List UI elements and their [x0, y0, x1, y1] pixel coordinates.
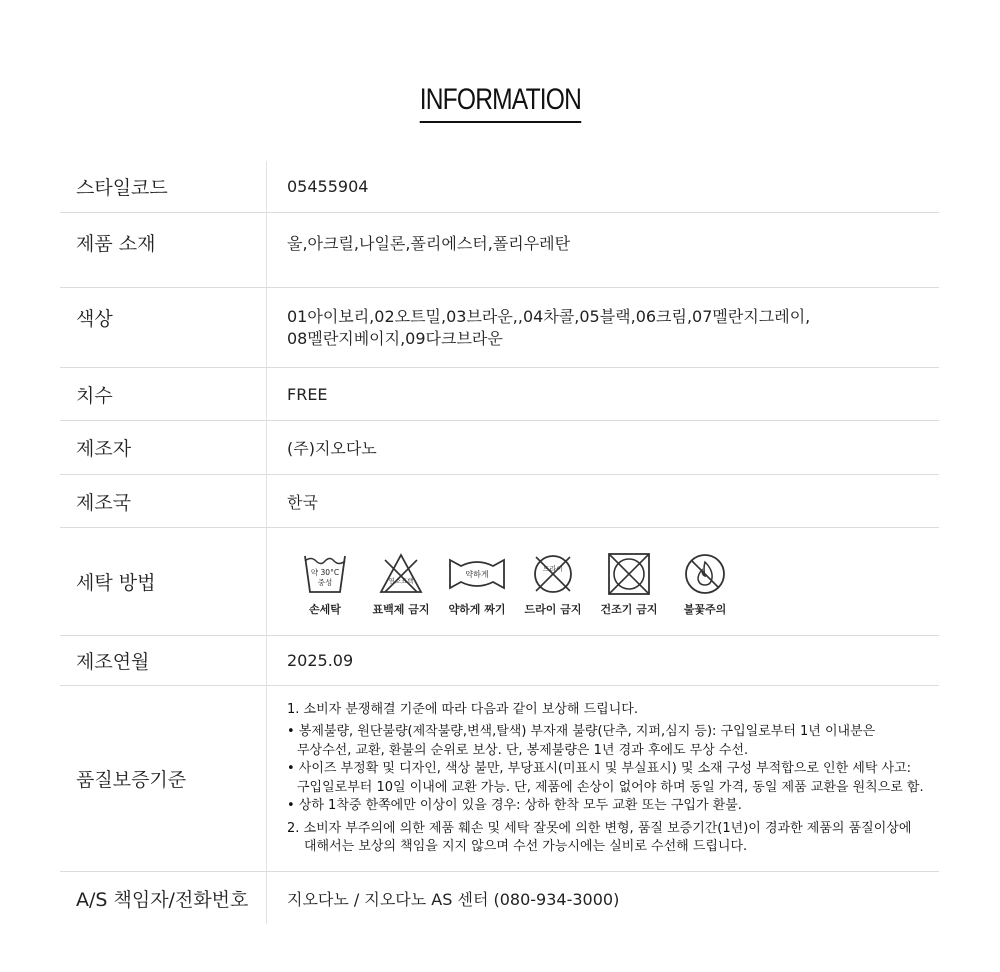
style-code-value: 05455904: [287, 177, 369, 196]
quality-item-1: 1. 소비자 분쟁해결 기준에 따라 다음과 같이 보상해 드립니다.: [287, 701, 638, 717]
title-wrap: [0, 80, 1000, 123]
size-value: FREE: [287, 384, 328, 404]
row-material: [60, 213, 939, 288]
maker-value: (주)지오다노: [287, 439, 377, 458]
row-color: [60, 288, 939, 368]
row-size: [60, 368, 939, 421]
wash-label: 세탁 방법: [60, 528, 267, 635]
as-value: 지오다노 / 지오다노 AS 센터 (080-934-3000): [287, 889, 620, 909]
hand-wash-caption: 손세탁: [309, 603, 341, 616]
quality-item-2a: 2. 소비자 부주의에 의한 제품 훼손 및 세탁 잘못에 의한 변형, 품질 보증기간(1년)이 경과한 제품의 품질이상에: [287, 820, 912, 836]
care-item-no-tumble-dry: [591, 552, 667, 617]
date-value: 2025.09: [287, 651, 354, 670]
gentle-wring-icon: [447, 552, 507, 596]
row-quality: [60, 686, 939, 872]
row-wash: [60, 528, 939, 636]
info-table: [60, 161, 939, 924]
hand-wash-temp: 약 30°C: [310, 568, 340, 577]
quality-value: [267, 686, 939, 871]
material-value: 울,아크릴,나일론,폴리에스터,폴리우레탄: [287, 234, 571, 253]
care-item-no-dry-clean: [515, 552, 591, 617]
quality-bullet-2b: 구입일로부터 10일 이내에 교환 가능. 단, 제품에 손상이 없어야 하며 동일 가격, 동일 제품 교환을 원칙으로 함.: [297, 779, 924, 795]
no-tumble-dry-caption: 건조기 금지: [600, 603, 658, 616]
quality-bullet-1b: 무상수선, 교환, 환불의 순위로 보상. 단, 봉제불량은 1년 경과 후에도 무상 수선.: [297, 742, 749, 758]
maker-label: 제조자: [60, 421, 267, 474]
style-code-label: 스타일코드: [60, 161, 267, 212]
quality-label: 품질보증기준: [60, 686, 267, 871]
hand-wash-neutral: 중성: [317, 578, 333, 587]
no-dry-clean-text: 드라이: [542, 565, 564, 573]
material-label: 제품 소재: [60, 213, 267, 287]
color-value-line2: 08멜란지베이지,09다크브라운: [287, 329, 503, 348]
row-country: [60, 475, 939, 528]
country-value: 한국: [287, 492, 318, 512]
no-bleach-text: 염소표백: [388, 577, 414, 585]
row-maker: [60, 421, 939, 475]
quality-bullet-2a: • 사이즈 부정확 및 디자인, 색상 불만, 부당표시(미표시 및 부실표시) 및 소재 구성 부적합으로 인한 세탁 사고:: [287, 761, 912, 776]
row-date: [60, 636, 939, 686]
care-item-hand-wash: [287, 552, 363, 617]
no-bleach-caption: 표백제 금지: [372, 603, 430, 616]
country-label: 제조국: [60, 475, 267, 527]
care-item-gentle-wring: [439, 552, 515, 617]
quality-bullet-1a: • 봉제불량, 원단불량(제작불량,변색,탈색) 부자재 불량(단추, 지퍼,심지 등): 구입일로부터 1년 이내분은: [287, 724, 876, 739]
wash-value: [267, 528, 939, 635]
row-style-code: [60, 161, 939, 213]
as-label: A/S 책임자/전화번호: [60, 872, 267, 924]
size-label: 치수: [60, 368, 267, 420]
no-dry-clean-icon: [531, 552, 575, 596]
color-value: [267, 288, 939, 367]
page-title: INFORMATION: [419, 80, 580, 123]
quality-item-2b: 대해서는 보상의 책임을 지지 않으며 수선 가능시에는 실비로 수선해 드립니다.: [304, 839, 748, 854]
fire-caution-icon: [683, 552, 727, 596]
care-item-no-bleach: [363, 552, 439, 617]
care-icons: [287, 546, 939, 617]
hand-wash-icon: [303, 552, 347, 596]
color-value-line1: 01아이보리,02오트밀,03브라운,,04차콜,05블랙,06크림,07멜란지그레이,: [287, 307, 811, 326]
no-dry-clean-caption: 드라이 금지: [524, 603, 582, 616]
quality-bullet-3: • 상하 1착중 한쪽에만 이상이 있을 경우: 상하 한착 모두 교환 또는 구입가 환불.: [287, 798, 742, 813]
care-item-fire-caution: [667, 552, 743, 617]
gentle-wring-caption: 약하게 짜기: [448, 603, 506, 616]
fire-caution-caption: 불꽃주의: [683, 603, 727, 616]
no-bleach-icon: [379, 552, 423, 596]
no-tumble-dry-icon: [607, 552, 651, 596]
date-label: 제조연월: [60, 636, 267, 685]
gentle-wring-text: 약하게: [465, 570, 489, 579]
color-label: 색상: [60, 288, 267, 367]
row-as: [60, 872, 939, 924]
